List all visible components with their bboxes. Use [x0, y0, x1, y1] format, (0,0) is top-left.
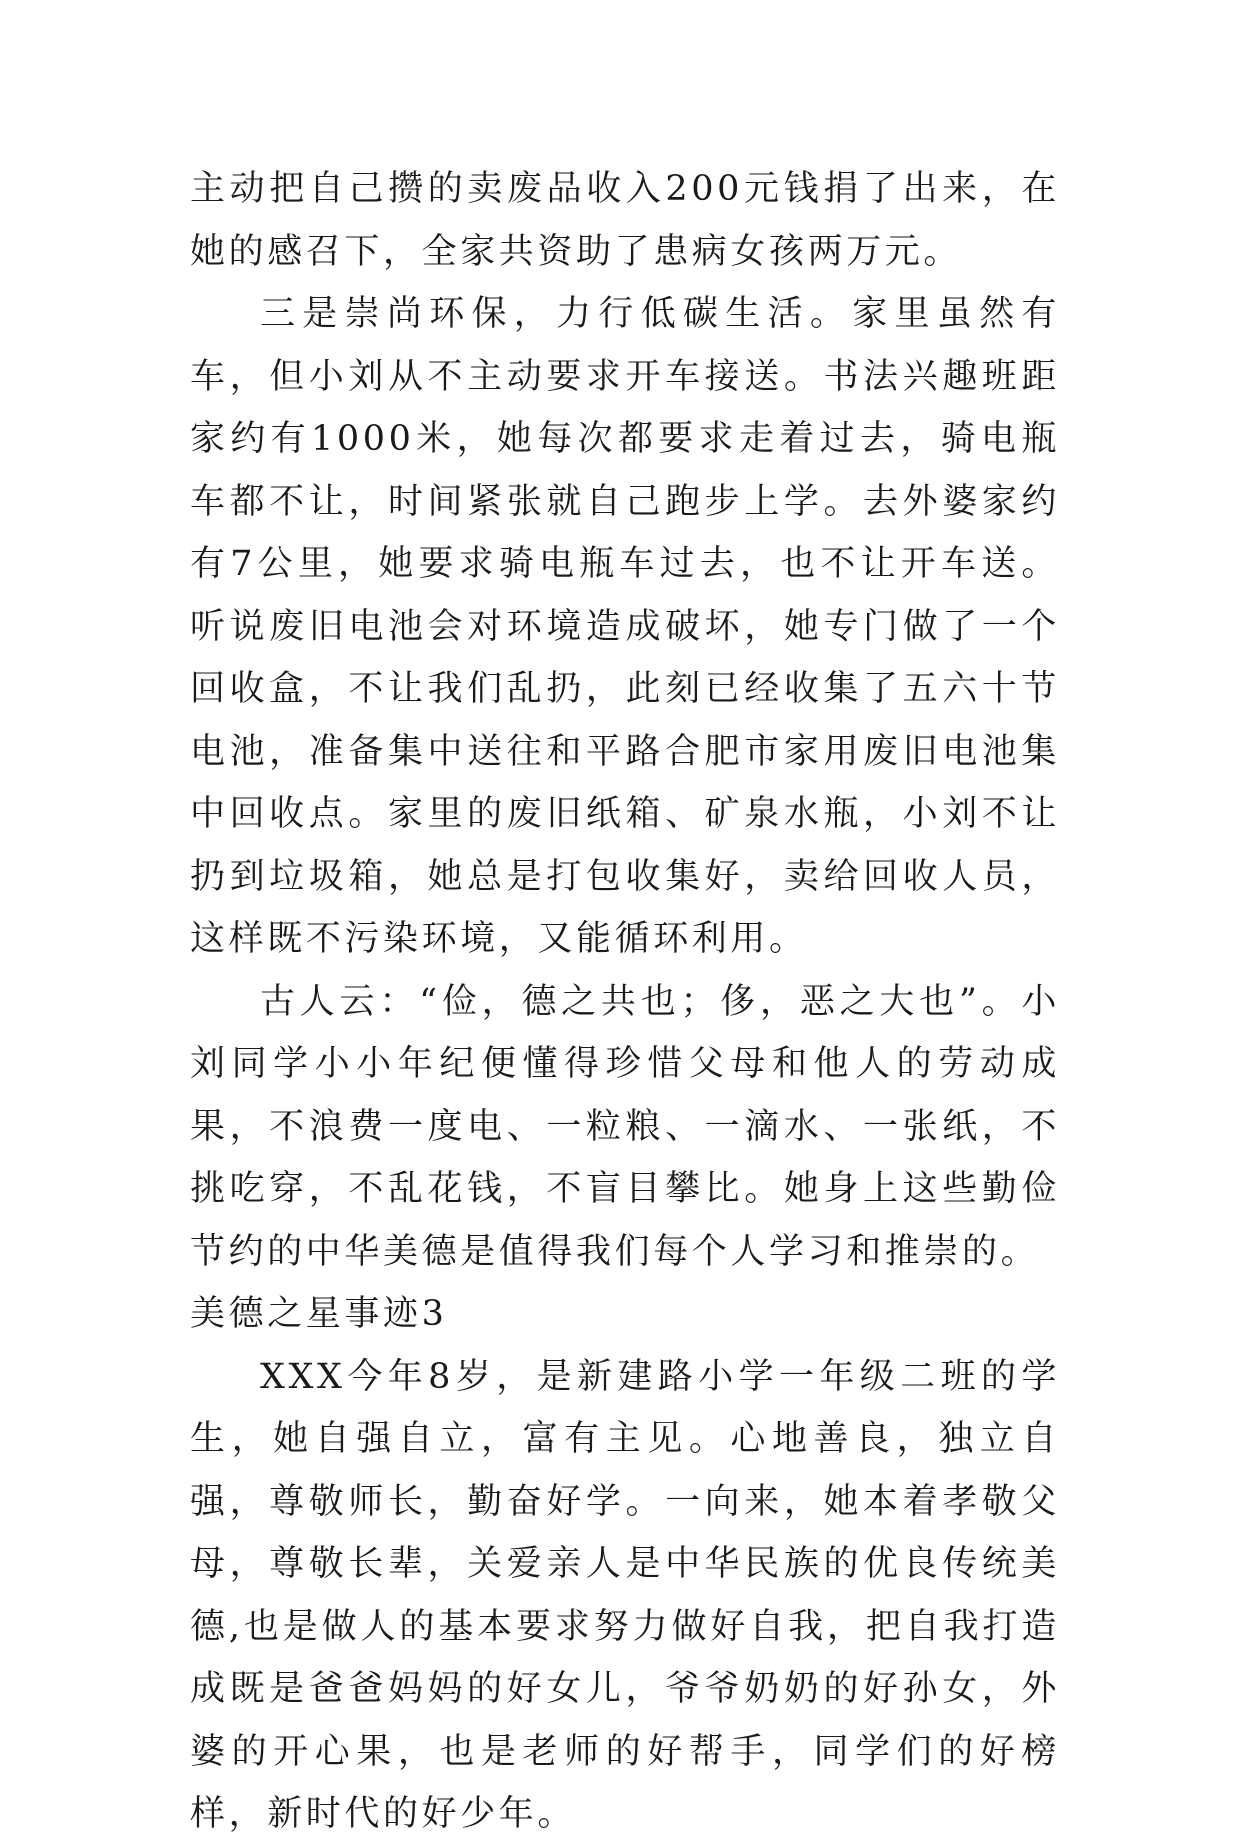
- section-heading: 美德之星事迹3: [190, 1294, 448, 1334]
- paragraph-student-profile: XXX今年8岁，是新建路小学一年级二班的学生，她自强自立，富有主见。心地善良，独立自强，尊敬师长，勤奋好学。一向来，她本着孝敬父母，尊敬长辈，关爱亲人是中华民族的优良传统美德,也是做人的基本要求努力做好自我，把自我打造成既是爸爸妈妈的好女儿，爷爷奶奶的好孙女，外婆的开心果，也是老师的好帮手，同学们的好榜样，新时代的好少年。: [190, 1356, 1060, 1834]
- document-body: [190, 158, 1060, 1846]
- paragraph-frugality-quote: 古人云：“俭，德之共也；侈，恶之大也”。小刘同学小小年纪便懂得珍惜父母和他人的劳动成果，不浪费一度电、一粒粮、一滴水、一张纸，不挑吃穿，不乱花钱，不盲目攀比。她身上这些勤俭节约的中华美德是值得我们每个人学习和推崇的。: [190, 981, 1060, 1272]
- paragraph-continued: 主动把自己攒的卖废品收入200元钱捐了出来，在她的感召下，全家共资助了患病女孩两万元。: [190, 169, 1060, 272]
- paragraph-environmental: 三是崇尚环保，力行低碳生活。家里虽然有车，但小刘从不主动要求开车接送。书法兴趣班距家约有1000米，她每次都要求走着过去，骑电瓶车都不让，时间紧张就自己跑步上学。去外婆家约有7公里，她要求骑电瓶车过去，也不让开车送。听说废旧电池会对环境造成破坏，她专门做了一个回收盒，不让我们乱扔，此刻已经收集了五六十节电池，准备集中送往和平路合肥市家用废旧电池集中回收点。家里的废旧纸箱、矿泉水瓶，小刘不让扔到垃圾箱，她总是打包收集好，卖给回收人员，这样既不污染环境，又能循环利用。: [190, 294, 1060, 959]
